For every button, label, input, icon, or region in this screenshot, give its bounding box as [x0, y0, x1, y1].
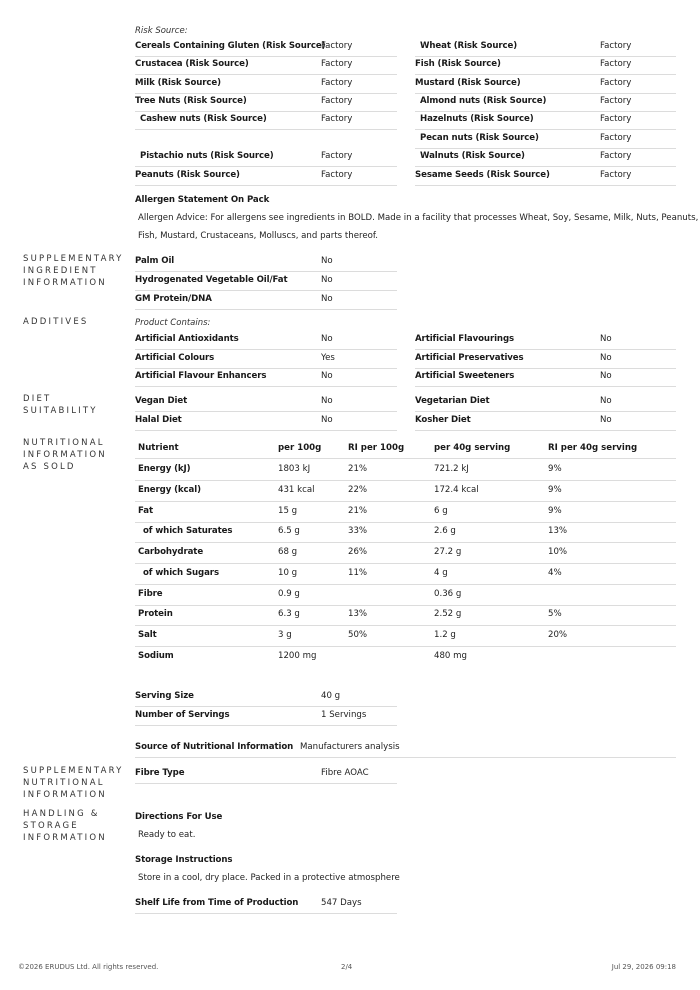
risk-source-row-value: Factory [600, 96, 632, 106]
row-divider [415, 349, 676, 350]
risk-source-row-label: Cereals Containing Gluten (Risk Source) [135, 41, 326, 51]
nutrition-cell-nutrient: Energy (kJ) [138, 464, 191, 474]
footer-copyright: ©2026 ERUDUS Ltd. All rights reserved. [18, 963, 159, 971]
nutrition-cell-per-100g: 1200 mg [278, 651, 317, 661]
risk-source-row-label: Milk (Risk Source) [135, 78, 221, 88]
fibre-type-label: Fibre Type [135, 768, 185, 778]
nutrition-cell-nutrient: Fibre [138, 589, 163, 599]
supplementary-ingredient-row-label: GM Protein/DNA [135, 294, 212, 304]
serving-size-value: 40 g [321, 691, 341, 701]
diet-row-label: Vegetarian Diet [415, 396, 490, 406]
nutrition-cell-nutrient: of which Saturates [143, 526, 233, 536]
risk-source-row-label: Almond nuts (Risk Source) [420, 96, 547, 106]
risk-source-row-value: Factory [321, 170, 353, 180]
risk-source-row-value: Factory [600, 170, 632, 180]
risk-source-row-value: Factory [321, 59, 353, 69]
row-divider [415, 129, 676, 130]
divider [135, 783, 397, 784]
product-contains-label: Product Contains: [135, 318, 211, 328]
nutrition-cell-ri-per-100g: 26% [348, 547, 368, 557]
row-divider [135, 74, 397, 75]
section-additives: ADDITIVES [23, 317, 89, 327]
nutrition-cell-per-100g: 10 g [278, 568, 298, 578]
divider [135, 725, 397, 726]
nutrition-header-per-100g: per 100g [278, 443, 322, 453]
nutrition-row-divider [135, 522, 676, 523]
additive-row-value: No [321, 334, 333, 344]
nutrition-cell-ri-per-100g: 21% [348, 506, 368, 516]
diet-row-label: Vegan Diet [135, 396, 188, 406]
diet-row-label: Kosher Diet [415, 415, 471, 425]
row-divider [135, 309, 397, 310]
row-divider [415, 368, 676, 369]
additive-row-value: Yes [321, 352, 335, 363]
row-divider [135, 93, 397, 94]
diet-row-value: No [321, 396, 333, 406]
additive-row-value: No [600, 334, 612, 344]
risk-source-row-value: Factory [600, 151, 632, 161]
supplementary-ingredient-row-label: Palm Oil [135, 256, 175, 266]
row-divider [415, 74, 676, 75]
row-divider [135, 349, 397, 350]
serving-size-label: Serving Size [135, 691, 194, 701]
risk-source-row-value: Factory [321, 41, 353, 51]
nutrition-cell-per-100g: 1803 kJ [278, 464, 311, 474]
nutrition-cell-nutrient: Protein [138, 609, 173, 619]
risk-source-row-label: Mustard (Risk Source) [415, 78, 521, 88]
fibre-type-value: Fibre AOAC [321, 768, 369, 778]
nutrition-cell-ri-per-serving: 4% [548, 568, 562, 578]
nutrition-cell-per-100g: 0.9 g [278, 589, 300, 599]
row-divider [415, 166, 676, 167]
section-handling-storage: HANDLING & STORAGE INFORMATION [23, 809, 107, 843]
nutrition-cell-per-100g: 15 g [278, 506, 298, 516]
section-supplementary-ingredient: SUPPLEMENTARY INGREDIENT INFORMATION [23, 254, 124, 288]
divider [135, 706, 397, 707]
nutrition-header-per-serving: per 40g serving [434, 443, 511, 453]
nutrition-cell-per-serving: 172.4 kcal [434, 485, 479, 495]
nutrition-row-divider [135, 605, 676, 606]
nutrition-cell-per-serving: 480 mg [434, 651, 467, 661]
risk-source-row-label: Pistachio nuts (Risk Source) [140, 151, 274, 161]
nutrition-cell-nutrient: Salt [138, 630, 157, 640]
nutrition-header-divider [135, 458, 676, 459]
nutrition-cell-per-serving: 2.6 g [434, 526, 456, 536]
nutrition-row-divider [135, 480, 676, 481]
row-divider [135, 185, 397, 186]
risk-source-row-value: Factory [600, 114, 632, 124]
diet-row-value: No [321, 415, 333, 425]
risk-source-row-value: Factory [321, 96, 353, 106]
nutrition-source-value: Manufacturers analysis [300, 742, 400, 752]
risk-source-row-label: Peanuts (Risk Source) [135, 170, 240, 180]
risk-source-row-value: Factory [321, 151, 353, 161]
risk-source-label: Risk Source: [135, 26, 188, 36]
nutrition-cell-ri-per-100g: 13% [348, 609, 368, 619]
directions-title: Directions For Use [135, 812, 223, 822]
storage-text: Store in a cool, dry place. Packed in a protective atmosphere [138, 873, 400, 883]
nutrition-row-divider [135, 542, 676, 543]
row-divider [415, 93, 676, 94]
row-divider [135, 368, 397, 369]
nutrition-cell-nutrient: Energy (kcal) [138, 485, 201, 495]
additive-row-label: Artificial Antioxidants [135, 334, 239, 344]
nutrition-row-divider [135, 563, 676, 564]
row-divider [135, 56, 397, 57]
additive-row-label: Artificial Flavour Enhancers [135, 371, 267, 381]
supplementary-ingredient-row-value: No [321, 294, 333, 304]
row-divider [135, 386, 397, 387]
row-divider [415, 430, 676, 431]
nutrition-cell-per-serving: 0.36 g [434, 589, 462, 599]
nutrition-cell-ri-per-100g: 11% [348, 568, 368, 578]
divider [135, 913, 397, 914]
footer-timestamp: Jul 29, 2026 09:18 [611, 963, 676, 971]
allergen-statement-line2: Fish, Mustard, Crustaceans, Molluscs, and parts thereof. [138, 231, 379, 241]
nutrition-cell-ri-per-serving: 5% [548, 609, 562, 619]
nutrition-cell-per-serving: 721.2 kJ [434, 464, 469, 474]
row-divider [135, 430, 397, 431]
nutrition-cell-ri-per-100g: 50% [348, 630, 368, 640]
nutrition-row-divider [135, 625, 676, 626]
supplementary-ingredient-row-value: No [321, 275, 333, 285]
nutrition-cell-nutrient: Sodium [138, 651, 174, 661]
nutrition-cell-nutrient: Carbohydrate [138, 547, 204, 557]
nutrition-cell-per-100g: 68 g [278, 547, 298, 557]
nutrition-cell-per-100g: 431 kcal [278, 485, 315, 495]
row-divider [135, 166, 397, 167]
number-of-servings-label: Number of Servings [135, 710, 230, 720]
shelf-life-value: 547 Days [321, 898, 362, 908]
divider [135, 757, 676, 758]
nutrition-cell-ri-per-serving: 20% [548, 630, 568, 640]
nutrition-cell-per-serving: 6 g [434, 506, 448, 516]
row-divider [135, 111, 397, 112]
diet-row-label: Halal Diet [135, 415, 182, 425]
risk-source-row-value: Factory [321, 78, 353, 88]
risk-source-row-label: Fish (Risk Source) [415, 59, 501, 69]
additive-row-value: No [600, 371, 612, 381]
row-divider [415, 111, 676, 112]
nutrition-row-divider [135, 501, 676, 502]
risk-source-row-label: Walnuts (Risk Source) [420, 151, 525, 161]
nutrition-header-nutrient: Nutrient [138, 443, 179, 453]
risk-source-row-label: Wheat (Risk Source) [420, 41, 518, 51]
nutrition-row-divider [135, 646, 676, 647]
risk-source-row-label: Crustacea (Risk Source) [135, 59, 249, 69]
nutrition-cell-per-serving: 2.52 g [434, 609, 462, 619]
section-nutritional-information: NUTRITIONAL INFORMATION AS SOLD [23, 438, 107, 472]
nutrition-cell-per-100g: 6.3 g [278, 609, 300, 619]
additive-row-label: Artificial Sweeteners [415, 371, 515, 381]
allergen-statement-line1: Allergen Advice: For allergens see ingredients in BOLD. Made in a facility that processes Wheat, Soy, Sesame, Milk, Nuts, Peanuts, [138, 213, 699, 223]
row-divider [135, 290, 397, 291]
additive-row-label: Artificial Colours [135, 352, 215, 363]
nutrition-cell-ri-per-serving: 13% [548, 526, 568, 536]
row-divider [135, 271, 397, 272]
nutrition-cell-per-serving: 27.2 g [434, 547, 462, 557]
row-divider [135, 411, 397, 412]
nutrition-source-label: Source of Nutritional Information [135, 742, 294, 752]
additive-row-value: No [600, 352, 612, 363]
risk-source-row-label: Pecan nuts (Risk Source) [420, 133, 539, 143]
nutrition-cell-ri-per-100g: 33% [348, 526, 368, 536]
nutrition-cell-per-serving: 4 g [434, 568, 448, 578]
nutrition-cell-nutrient: of which Sugars [143, 568, 219, 578]
nutrition-cell-per-100g: 3 g [278, 630, 292, 640]
section-supplementary-nutritional: SUPPLEMENTARY NUTRITIONAL INFORMATION [23, 766, 124, 800]
storage-title: Storage Instructions [135, 855, 233, 865]
nutrition-cell-ri-per-serving: 9% [548, 485, 562, 495]
nutrition-row-divider [135, 584, 676, 585]
number-of-servings-value: 1 Servings [321, 710, 367, 720]
nutrition-header-ri-per-serving: RI per 40g serving [548, 443, 638, 453]
additive-row-label: Artificial Flavourings [415, 334, 515, 344]
additive-row-value: No [321, 371, 333, 381]
footer-page-number: 2/4 [341, 963, 353, 971]
risk-source-row-value: Factory [600, 133, 632, 143]
row-divider [415, 56, 676, 57]
supplementary-ingredient-row-label: Hydrogenated Vegetable Oil/Fat [135, 275, 288, 285]
nutrition-cell-nutrient: Fat [138, 506, 153, 516]
section-diet-suitability: DIET SUITABILITY [23, 394, 98, 416]
row-divider [415, 185, 676, 186]
nutrition-cell-per-serving: 1.2 g [434, 630, 456, 640]
row-divider [415, 148, 676, 149]
row-divider [415, 386, 676, 387]
risk-source-row-label: Tree Nuts (Risk Source) [135, 96, 247, 106]
nutrition-cell-ri-per-serving: 9% [548, 464, 562, 474]
risk-source-row-label: Hazelnuts (Risk Source) [420, 114, 534, 124]
nutrition-cell-ri-per-100g: 21% [348, 464, 368, 474]
nutrition-cell-ri-per-serving: 9% [548, 506, 562, 516]
row-divider [415, 411, 676, 412]
supplementary-ingredient-row-value: No [321, 256, 333, 266]
nutrition-header-ri-per-100g: RI per 100g [348, 443, 405, 453]
risk-source-row-value: Factory [321, 114, 353, 124]
risk-source-row-value: Factory [600, 59, 632, 69]
additive-row-label: Artificial Preservatives [415, 352, 524, 363]
risk-source-row-value: Factory [600, 78, 632, 88]
allergen-statement-title: Allergen Statement On Pack [135, 195, 270, 205]
shelf-life-label: Shelf Life from Time of Production [135, 898, 299, 908]
risk-source-row-value: Factory [600, 41, 632, 51]
nutrition-cell-ri-per-100g: 22% [348, 485, 368, 495]
diet-row-value: No [600, 415, 612, 425]
nutrition-cell-per-100g: 6.5 g [278, 526, 300, 536]
risk-source-row-label: Cashew nuts (Risk Source) [140, 114, 267, 124]
diet-row-value: No [600, 396, 612, 406]
row-divider [135, 129, 397, 130]
directions-text: Ready to eat. [138, 830, 196, 840]
risk-source-row-label: Sesame Seeds (Risk Source) [415, 170, 550, 180]
nutrition-cell-ri-per-serving: 10% [548, 547, 568, 557]
